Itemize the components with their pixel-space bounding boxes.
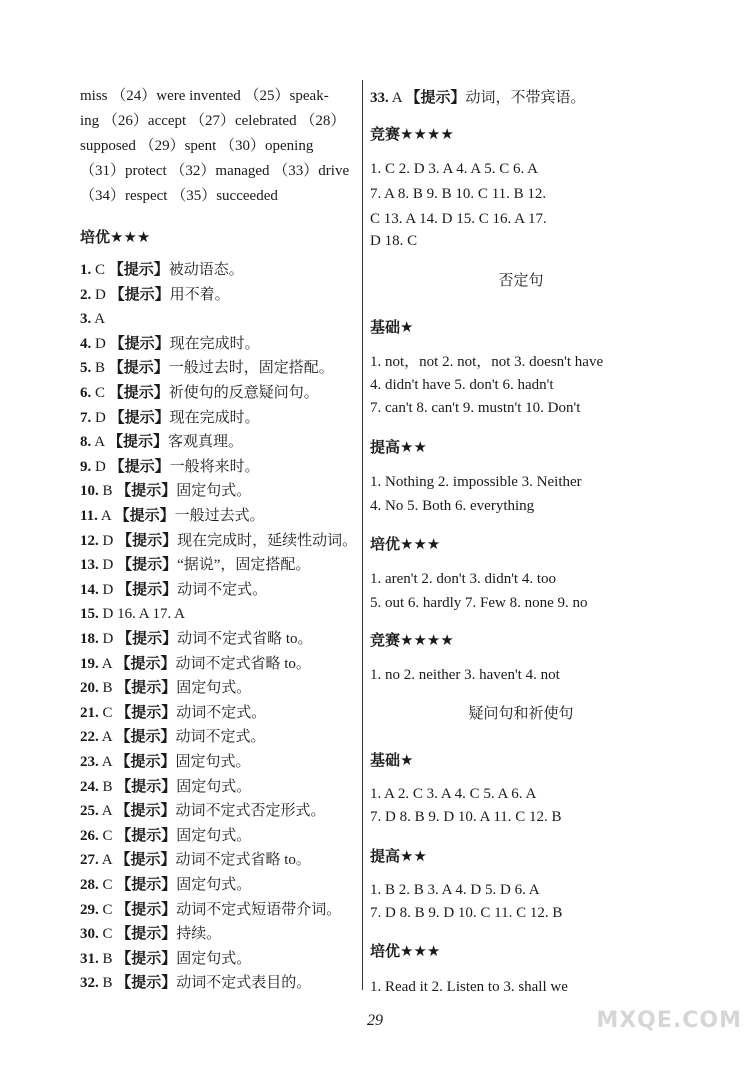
hint-label: 【提示】	[108, 385, 169, 401]
answer-item	[80, 752, 250, 772]
hint-text: 固定句式。	[176, 778, 252, 795]
hint-label: 【提示】	[116, 975, 177, 992]
hint-text: 动词不定式短语带介词。	[176, 901, 342, 918]
hint-text: 现在完成时。	[169, 409, 260, 426]
hint-text: “据说”，固定搭配。	[177, 557, 311, 574]
watermark-logo: MXQE.COM	[596, 1008, 742, 1033]
hint-text: 现在完成时。	[169, 335, 260, 352]
answer-line: 1. no 2. neither 3. haven't 4. not	[370, 667, 560, 683]
answer-line: 4. didn't have 5. don't 6. hadn't	[370, 377, 554, 393]
answer-number: 5.	[80, 360, 92, 377]
answer-item	[80, 285, 230, 305]
answer-line: 4. No 5. Both 6. everything	[370, 498, 535, 514]
hint-text: 动词不定式否定形式。	[175, 803, 326, 820]
hint-label: 【提示】	[116, 877, 177, 893]
answer-line: 7. D 8. B 9. D 10. A 11. C 12. B	[370, 809, 562, 825]
section-heading: 培优★★★	[370, 535, 441, 553]
answer-number: 33.	[370, 90, 389, 106]
answer-item	[80, 949, 251, 969]
hint-label: 【提示】	[117, 557, 178, 574]
hint-label: 【提示】	[109, 458, 170, 475]
answer-item	[80, 777, 251, 797]
answer-number: 1.	[80, 262, 92, 278]
answer-number: 21.	[80, 704, 99, 721]
answer-item	[80, 580, 267, 600]
hint-label: 【提示】	[107, 434, 168, 451]
hint-label: 【提示】	[115, 754, 176, 770]
hint-text: 持续。	[176, 926, 222, 943]
hint-text: 客观真理。	[167, 434, 243, 451]
answer-item	[80, 924, 221, 944]
answer-value: D	[95, 335, 106, 352]
section-heading: 基础★	[370, 318, 414, 336]
page-number: 29	[367, 1012, 383, 1029]
hint-text: 一般将来时。	[169, 458, 260, 475]
answer-value: A	[101, 655, 112, 672]
answer-number: 24.	[80, 778, 99, 795]
answer-number: 29.	[80, 901, 99, 918]
section-heading: 提高★★	[370, 438, 427, 456]
hint-text: 动词不定式。	[176, 704, 267, 721]
hint-label: 【提示】	[116, 680, 177, 697]
answer-item	[80, 457, 260, 477]
hint-text: 固定句式。	[176, 680, 252, 697]
answer-number: 23.	[80, 754, 99, 770]
answer-line: 1. Read it 2. Listen to 3. shall we	[370, 979, 568, 995]
answer-value: D	[95, 458, 106, 475]
answer-item	[80, 654, 311, 674]
intro-line: supposed （29）spent （30）opening	[80, 138, 314, 154]
hint-text: 固定句式。	[175, 754, 251, 770]
section-heading: 培优★★★	[80, 228, 151, 246]
answer-number: 20.	[80, 680, 99, 697]
hint-text: 动词不定式表目的。	[176, 975, 312, 992]
hint-label: 【提示】	[116, 926, 177, 943]
answer-item	[80, 408, 260, 428]
answer-line: 7. can't 8. can't 9. mustn't 10. Don't	[370, 400, 581, 416]
answer-item	[80, 506, 265, 526]
answer-value: D	[102, 631, 114, 647]
hint-label: 【提示】	[116, 483, 177, 500]
answer-item	[80, 481, 251, 501]
answer-value: D	[102, 581, 114, 598]
answer-number: 30.	[80, 926, 99, 943]
answer-line: 7. A 8. B 9. B 10. C 11. B 12.	[370, 186, 547, 202]
hint-label: 【提示】	[115, 655, 176, 672]
answer-value: A	[94, 311, 106, 328]
answer-value: A	[94, 434, 105, 451]
hint-label: 【提示】	[109, 286, 170, 303]
answer-line: 1. B 2. B 3. A 4. D 5. D 6. A	[370, 882, 540, 898]
answer-value: A	[101, 729, 112, 746]
hint-text: 动词不定式。	[177, 581, 268, 598]
answer-number: 22.	[80, 729, 99, 746]
answer-line: 1. A 2. C 3. A 4. C 5. A 6. A	[370, 786, 537, 802]
hint-label: 【提示】	[109, 409, 170, 426]
section-heading: 基础★	[370, 751, 414, 769]
answer-number: 13.	[80, 557, 99, 574]
hint-label: 【提示】	[116, 827, 177, 844]
answer-number: 6.	[80, 385, 92, 401]
hint-text: 被动语态。	[168, 262, 244, 278]
answer-number: 31.	[80, 950, 99, 967]
answer-value: D	[102, 557, 114, 574]
answer-value: B	[102, 975, 113, 992]
chapter-title: 否定句	[498, 271, 544, 289]
answer-line: 1. Nothing 2. impossible 3. Neither	[370, 474, 582, 490]
answer-line: 5. out 6. hardly 7. Few 8. none 9. no	[370, 595, 588, 611]
answer-value: A	[391, 90, 402, 106]
hint-text: 用不着。	[169, 286, 230, 303]
answer-value: C	[95, 385, 106, 401]
hint-label: 【提示】	[117, 631, 178, 647]
hint-text: 固定句式。	[176, 877, 252, 893]
answer-value: A	[101, 754, 112, 770]
answer-value: A	[101, 803, 112, 820]
answer-item	[80, 629, 313, 649]
hint-text: 动词不定式。	[175, 729, 266, 746]
chapter-title: 疑问句和祈使句	[468, 704, 574, 722]
answer-number: 15.	[80, 606, 99, 623]
answer-value: B	[95, 360, 106, 377]
answer-value: B	[102, 483, 113, 500]
hint-label: 【提示】	[116, 901, 177, 918]
hint-text: 动词不定式省略 to。	[175, 852, 311, 869]
hint-label: 【提示】	[405, 90, 466, 106]
hint-label: 【提示】	[108, 262, 169, 278]
hint-text: 一般过去式。	[174, 508, 265, 524]
answer-number: 27.	[80, 852, 99, 869]
hint-text: 动词，不带宾语。	[465, 90, 586, 106]
hint-text: 一般过去时，固定搭配。	[168, 360, 334, 377]
hint-label: 【提示】	[116, 778, 177, 795]
answer-item	[80, 358, 334, 378]
answer-value: D 16. A 17. A	[102, 606, 186, 623]
answer-item	[80, 973, 311, 993]
answer-number: 26.	[80, 827, 99, 844]
answer-line: 1. not，not 2. not，not 3. doesn't have	[370, 354, 604, 370]
answer-item	[80, 383, 319, 403]
answer-item	[80, 604, 185, 624]
answer-value: C	[102, 877, 113, 893]
intro-line: ing （26）accept （27）celebrated （28）	[80, 113, 346, 129]
column-divider	[362, 80, 363, 990]
answer-number: 10.	[80, 483, 99, 500]
answer-value: B	[102, 950, 113, 967]
answer-value: D	[95, 409, 106, 426]
hint-label: 【提示】	[115, 852, 176, 869]
answer-item	[80, 703, 266, 723]
answer-number: 12.	[80, 532, 99, 549]
answer-line: D 18. C	[370, 233, 418, 249]
answer-item	[80, 875, 251, 895]
answer-number: 25.	[80, 803, 99, 820]
answer-item	[370, 88, 585, 108]
hint-label: 【提示】	[114, 508, 175, 524]
answer-value: B	[102, 680, 113, 697]
hint-label: 【提示】	[117, 581, 178, 598]
answer-item	[80, 309, 105, 329]
answer-value: A	[101, 852, 112, 869]
answer-number: 14.	[80, 581, 99, 598]
hint-text: 动词不定式省略 to。	[175, 655, 311, 672]
answer-number: 9.	[80, 458, 92, 475]
answer-item	[80, 432, 243, 452]
answer-item	[80, 531, 357, 551]
hint-label: 【提示】	[116, 950, 177, 967]
answer-item	[80, 900, 341, 920]
section-heading: 竞赛★★★★	[370, 125, 454, 143]
answer-line: 7. D 8. B 9. D 10. C 11. C 12. B	[370, 905, 563, 921]
hint-label: 【提示】	[115, 803, 176, 820]
answer-line: 1. C 2. D 3. A 4. A 5. C 6. A	[370, 161, 538, 177]
answer-number: 32.	[80, 975, 99, 992]
intro-line: （31）protect （32）managed （33）drive	[80, 163, 350, 179]
answer-value: C	[102, 901, 113, 918]
answer-number: 3.	[80, 311, 92, 328]
hint-text: 固定句式。	[176, 483, 252, 500]
answer-value: D	[95, 286, 106, 303]
hint-text: 现在完成时，延续性动词。	[177, 532, 358, 549]
answer-value: C	[95, 262, 106, 278]
answer-number: 7.	[80, 409, 92, 426]
answer-line: C 13. A 14. D 15. C 16. A 17.	[370, 211, 547, 227]
answer-item	[80, 678, 251, 698]
answer-value: C	[102, 827, 113, 844]
answer-value: B	[102, 778, 113, 795]
hint-text: 动词不定式省略 to。	[177, 631, 313, 647]
answer-number: 11.	[80, 508, 98, 524]
hint-label: 【提示】	[117, 532, 178, 549]
answer-number: 19.	[80, 655, 99, 672]
answer-line: 1. aren't 2. don't 3. didn't 4. too	[370, 571, 557, 587]
hint-label: 【提示】	[115, 729, 176, 746]
answer-value: C	[102, 926, 113, 943]
answer-number: 18.	[80, 631, 99, 647]
answer-item	[80, 555, 310, 575]
answer-item	[80, 801, 325, 821]
answer-item	[80, 850, 311, 870]
hint-label: 【提示】	[116, 704, 177, 721]
answer-value: D	[102, 532, 114, 549]
answer-item	[80, 260, 244, 280]
section-heading: 竞赛★★★★	[370, 631, 454, 649]
hint-label: 【提示】	[108, 360, 169, 377]
answer-value: A	[100, 508, 111, 524]
answer-number: 8.	[80, 434, 92, 451]
hint-text: 固定句式。	[176, 950, 252, 967]
answer-item	[80, 727, 265, 747]
answer-value: C	[102, 704, 113, 721]
hint-text: 祈使句的反意疑问句。	[168, 385, 319, 401]
answer-number: 2.	[80, 286, 92, 303]
intro-line: （34）respect （35）succeeded	[80, 188, 278, 204]
hint-label: 【提示】	[109, 335, 170, 352]
answer-number: 4.	[80, 335, 92, 352]
section-heading: 提高★★	[370, 847, 427, 865]
answer-number: 28.	[80, 877, 99, 893]
section-heading: 培优★★★	[370, 942, 441, 960]
intro-line: miss （24）were invented （25）speak-	[80, 88, 329, 104]
hint-text: 固定句式。	[176, 827, 252, 844]
answer-item	[80, 826, 251, 846]
answer-item	[80, 334, 260, 354]
